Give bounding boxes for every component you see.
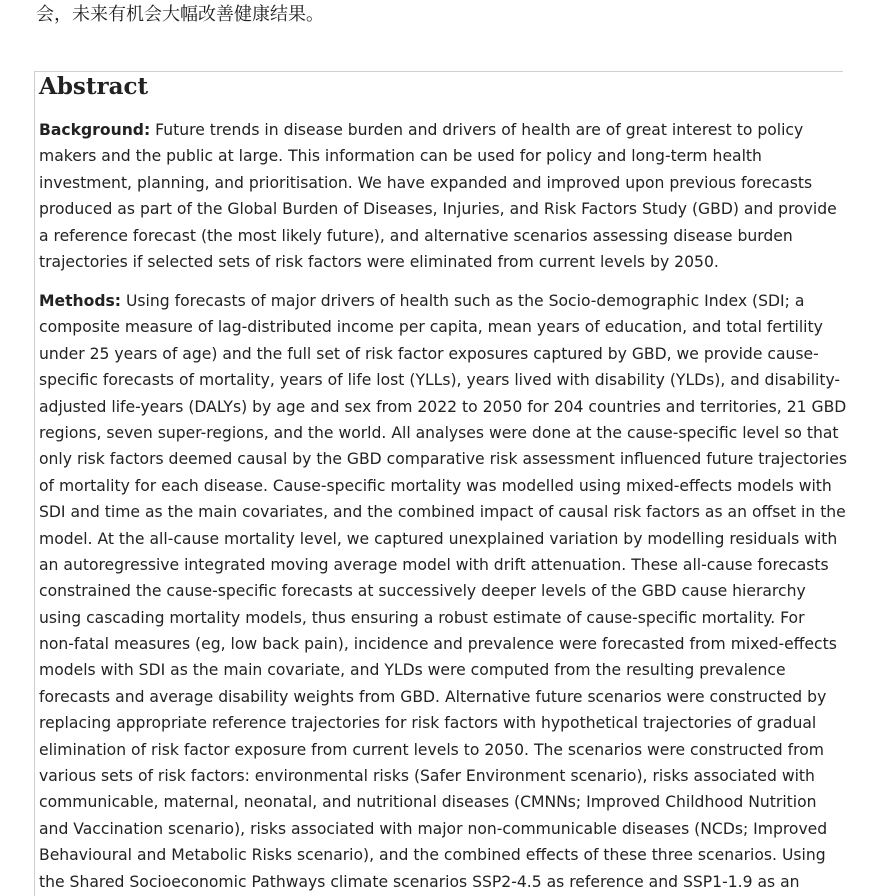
paragraph-line: constrained the cause-specific forecasts at successively deeper levels of the GBD cause hierarchy bbox=[39, 582, 806, 601]
background-label: Background: bbox=[39, 121, 151, 139]
paragraph-line: and Vaccination scenario), risks associated with major non-communicable diseases (NCDs; Improved bbox=[39, 819, 828, 838]
methods-paragraph bbox=[39, 288, 847, 895]
paragraph-line: a reference forecast (the most likely future), and alternative scenarios assessing disease burden bbox=[39, 226, 793, 245]
paragraph-line: models with SDI as the main covariate, and YLDs were computed from the resulting prevalence bbox=[39, 661, 786, 680]
intro-text-line: 会，未来有机会大幅改善健康结果。 bbox=[36, 4, 324, 25]
abstract-heading: Abstract bbox=[39, 73, 149, 100]
paragraph-line: composite measure of lag-distributed income per capita, mean years of education, and total fertility bbox=[39, 318, 823, 337]
paragraph-line: Behavioural and Metabolic Risks scenario), and the combined effects of these three scenarios. Using bbox=[39, 846, 826, 865]
paragraph-line: regions, seven super-regions, and the world. All analyses were done at the cause-specific level so that bbox=[39, 423, 839, 442]
abstract-section bbox=[34, 71, 847, 896]
background-paragraph bbox=[39, 117, 839, 275]
paragraph-line: under 25 years of age) and the full set of risk factor exposures captured by GBD, we provide cause- bbox=[39, 344, 819, 363]
paragraph-line: makers and the public at large. This information can be used for policy and long-term health bbox=[39, 147, 762, 166]
paragraph-line: forecasts and average disability weights from GBD. Alternative future scenarios were constructed by bbox=[39, 687, 827, 706]
paragraph-line: model. At the all-cause mortality level, we captured unexplained variation by modelling residuals with bbox=[39, 529, 838, 548]
paragraph-line: SDI and time as the main covariates, and the combined impact of causal risk factors as an offset in the bbox=[39, 503, 846, 522]
paragraph-line: the Shared Socioeconomic Pathways climate scenarios SSP2-4.5 as reference and SSP1-1.9 as an bbox=[39, 872, 800, 891]
paragraph-line: investment, planning, and prioritisation. We have expanded and improved upon previous forecasts bbox=[39, 173, 813, 192]
paragraph-line: only risk factors deemed causal by the GBD comparative risk assessment influenced future trajectories bbox=[39, 450, 847, 469]
methods-label: Methods: bbox=[39, 292, 122, 310]
paragraph-line: an autoregressive integrated moving average model with drift attenuation. These all-cause forecasts bbox=[39, 555, 829, 574]
paragraph-line: various sets of risk factors: environmental risks (Safer Environment scenario), risks associated with bbox=[39, 767, 815, 786]
paragraph-line: using cascading mortality models, thus ensuring a robust estimate of cause-specific mortality. For bbox=[39, 608, 805, 627]
paragraph-text: Future trends in disease burden and drivers of health are of great interest to policy bbox=[150, 121, 804, 139]
paragraph-line: adjusted life-years (DALYs) by age and sex from 2022 to 2050 for 204 countries and territories, 21 GBD bbox=[39, 397, 847, 416]
paragraph-line: specific forecasts of mortality, years of life lost (YLLs), years lived with disability (YLDs), and disability- bbox=[39, 371, 841, 390]
paragraph-text: Using forecasts of major drivers of health such as the Socio-demographic Index (SDI; a bbox=[121, 292, 805, 310]
paragraph-line bbox=[39, 117, 839, 143]
paragraph-line: trajectories if selected sets of risk factors were eliminated from current levels by 2050. bbox=[39, 252, 719, 271]
paragraph-line: non-fatal measures (eg, low back pain), incidence and prevalence were forecasted from mixed-effects bbox=[39, 635, 837, 654]
paragraph-line: of mortality for each disease. Cause-specific mortality was modelled using mixed-effects models with bbox=[39, 476, 832, 495]
paragraph-line: produced as part of the Global Burden of Diseases, Injuries, and Risk Factors Study (GBD) and provide bbox=[39, 200, 837, 219]
paragraph-line: elimination of risk factor exposure from current levels to 2050. The scenarios were constructed from bbox=[39, 740, 824, 759]
paragraph-line: communicable, maternal, neonatal, and nutritional diseases (CMNNs; Improved Childhood Nutrition bbox=[39, 793, 817, 812]
paragraph-line: replacing appropriate reference trajectories for risk factors with hypothetical trajectories of gradual bbox=[39, 714, 817, 733]
paragraph-line bbox=[39, 288, 839, 314]
